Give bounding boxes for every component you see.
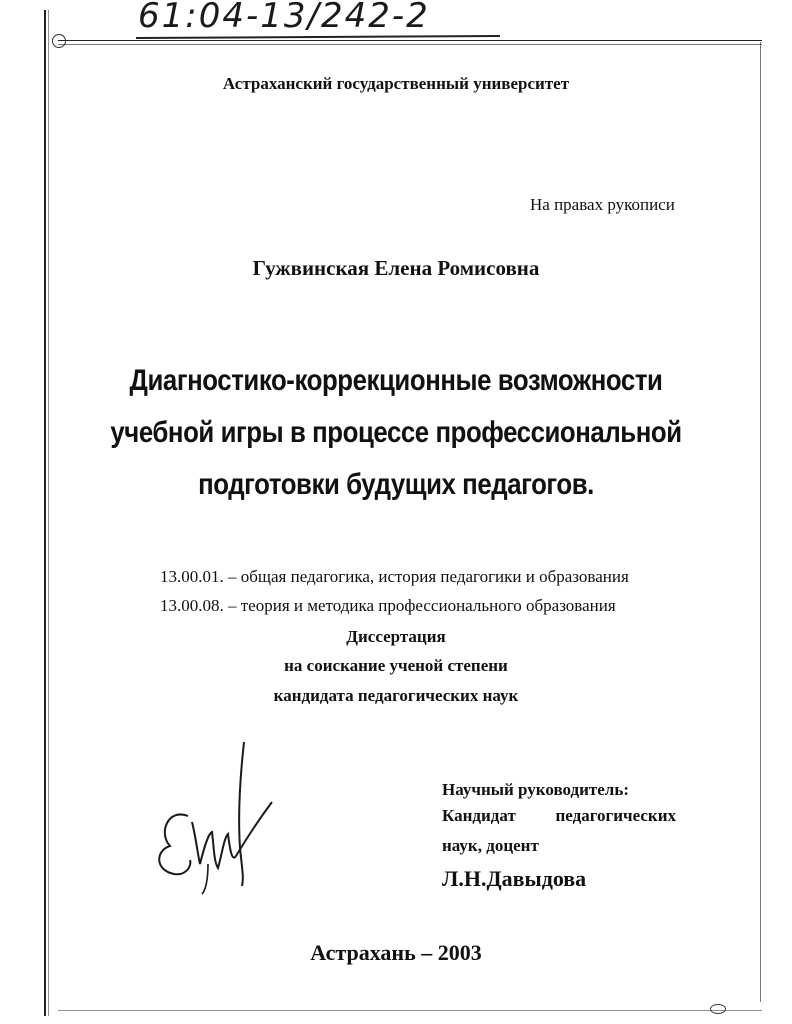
author-signature [148,738,288,898]
supervisor-heading: Научный руководитель: [442,780,629,799]
specialty-2: 13.00.08. – теория и методика профессионального образования [160,596,616,615]
work-type-line-1: Диссертация [346,627,446,646]
archive-number-underline [130,0,510,46]
work-type-line-2: на соискание ученой степени [284,656,508,675]
frame-corner-mark-bottom [710,1004,726,1014]
frame-right-line [760,42,761,1002]
title-line-2: учебной игры в процессе профессиональной [110,416,682,449]
university-name: Астраханский государственный университет [222,74,570,93]
frame-left-line [44,10,46,1016]
title-line-1: Диагностико-коррекционные возможности [129,364,663,397]
work-type-line-3: кандидата педагогических наук [273,686,519,705]
manuscript-note: На правах рукописи [530,195,675,214]
archive-number: 61:04-13/242-2 [138,0,430,36]
frame-bottom-line [58,1010,762,1011]
author-name: Гужвинская Елена Ромисовна [252,256,540,280]
title-line-3: подготовки будущих педагогов. [198,468,594,501]
place-year: Астрахань – 2003 [310,940,482,965]
supervisor-degree-word-2: педагогических [555,806,676,825]
specialty-1: 13.00.01. – общая педагогика, история педагогики и образования [160,567,629,586]
supervisor-degree-line-2: наук, доцент [442,836,539,855]
supervisor-degree-word-1: Кандидат [442,806,516,825]
frame-left-line-inner [48,10,49,1016]
supervisor-name: Л.Н.Давыдова [442,866,587,891]
frame-corner-mark [52,34,66,48]
